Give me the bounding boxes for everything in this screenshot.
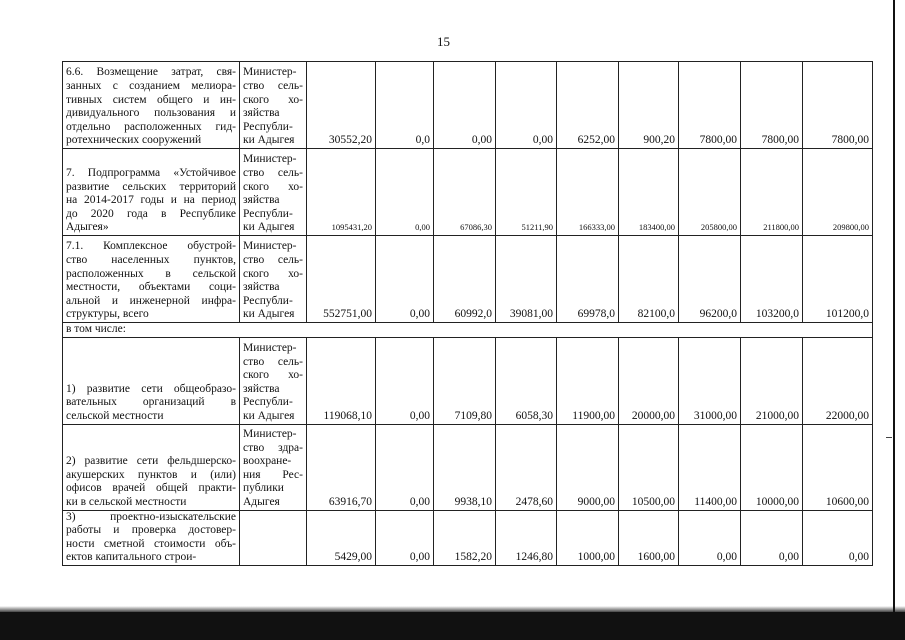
program-name-line: развитие сельских территорий: [66, 180, 236, 193]
amount-cell: 0,00: [434, 62, 496, 149]
agency-line: ство сель-: [243, 80, 303, 93]
program-name-line: 1) развитие сети общеобразо-: [66, 382, 236, 395]
amount-cell: 0,00: [803, 510, 873, 565]
amount-cell: 0,00: [376, 510, 434, 565]
agency-line: ского хо-: [243, 93, 303, 106]
amount-cell: 166333,00: [557, 149, 619, 236]
amount-cell: 900,20: [619, 62, 679, 149]
amount-cell: 7800,00: [803, 62, 873, 149]
amount-cell: 183400,00: [619, 149, 679, 236]
program-name-line: работы и проверка достовер-: [66, 524, 236, 537]
program-name-line: вательных организаций в: [66, 396, 236, 409]
agency-line: Министер-: [243, 428, 297, 441]
program-name: [63, 510, 240, 565]
program-name: [63, 62, 240, 149]
agency-line: воохране-: [243, 455, 292, 468]
agency-line: зяйства: [243, 281, 280, 294]
amount-cell: 1246,80: [496, 510, 557, 565]
amount-cell: 101200,0: [803, 236, 873, 323]
program-name-line: на 2014-2017 годы и на период: [66, 194, 236, 207]
amount-cell: 1582,20: [434, 510, 496, 565]
amount-cell: 60992,0: [434, 236, 496, 323]
agency-line: ского хо-: [243, 369, 303, 382]
agency-line: ство сель-: [243, 355, 303, 368]
program-name-line: сельской местности: [66, 410, 164, 422]
program-name-line: тивных систем общего и ин-: [66, 93, 236, 106]
program-name-line: дивидуального пользования и: [66, 107, 236, 120]
program-name-line: местности, объектами соци-: [66, 281, 236, 294]
program-name-line: ности сметной стоимости объ-: [66, 537, 236, 550]
amount-cell: 0,00: [496, 62, 557, 149]
amount-cell: 20000,00: [619, 337, 679, 424]
program-name-line: ство населенных пунктов,: [66, 254, 236, 267]
amount-cell: 10500,00: [619, 424, 679, 510]
agency-line: Министер-: [243, 342, 297, 355]
program-name-line: 3) проектно-изыскательские: [66, 510, 236, 523]
table-row: [63, 62, 873, 149]
amount-cell: 205800,00: [679, 149, 741, 236]
program-name-line: акушерских пунктов и (или): [66, 468, 236, 481]
subheader-label: в том числе:: [63, 323, 240, 338]
amount-cell: 82100,0: [619, 236, 679, 323]
amount-cell: 96200,0: [679, 236, 741, 323]
program-name-line: ектов капитального строи-: [66, 551, 197, 564]
program-name: [63, 424, 240, 510]
amount-cell: 2478,60: [496, 424, 557, 510]
agency-line: зяйства: [243, 107, 280, 120]
amount-cell: 63916,70: [307, 424, 376, 510]
agency-line: ки Адыгея: [243, 410, 295, 422]
subheader-row: [63, 323, 873, 338]
agency-line: зяйства: [243, 194, 280, 207]
program-name-line: альной и инженерной инфра-: [66, 294, 236, 307]
program-name-line: офисов врачей общей практи-: [66, 482, 236, 495]
amount-cell: 1000,00: [557, 510, 619, 565]
responsible-agency: [240, 236, 307, 323]
amount-cell: 9938,10: [434, 424, 496, 510]
program-name-line: ротехнических сооружений: [66, 134, 202, 147]
agency-line: зяйства: [243, 382, 280, 395]
table-row: [63, 424, 873, 510]
agency-line: ство сель-: [243, 254, 303, 267]
program-name-line: 2) развитие сети фельдшерско-: [66, 455, 236, 468]
table-row: [63, 510, 873, 565]
agency-line: Республи-: [243, 120, 293, 133]
agency-line: ки Адыгея: [243, 134, 295, 147]
agency-line: ство сель-: [243, 167, 303, 180]
agency-line: публики: [243, 482, 284, 495]
amount-cell: 7800,00: [741, 62, 803, 149]
responsible-agency: [240, 337, 307, 424]
amount-cell: 5429,00: [307, 510, 376, 565]
amount-cell: 119068,10: [307, 337, 376, 424]
amount-cell: 11400,00: [679, 424, 741, 510]
amount-cell: 21000,00: [741, 337, 803, 424]
agency-line: Министер-: [243, 240, 297, 253]
amount-cell: 69978,0: [557, 236, 619, 323]
amount-cell: 0,0: [376, 62, 434, 149]
budget-table: [62, 61, 873, 566]
responsible-agency: [240, 510, 307, 565]
program-name-line: структуры, всего: [66, 308, 149, 321]
table-row: [63, 337, 873, 424]
amount-cell: 0,00: [741, 510, 803, 565]
amount-cell: 7109,80: [434, 337, 496, 424]
agency-line: ского хо-: [243, 180, 303, 193]
subheader-filler: [240, 323, 873, 338]
program-name-line: расположенных в сельской: [66, 267, 236, 280]
agency-line: Адыгея: [243, 496, 280, 508]
program-name-line: 7. Подпрограмма «Устойчивое: [66, 167, 236, 180]
amount-cell: 0,00: [376, 337, 434, 424]
amount-cell: 67086,30: [434, 149, 496, 236]
responsible-agency: [240, 62, 307, 149]
program-name: [63, 337, 240, 424]
program-name-line: Адыгея»: [66, 221, 109, 234]
amount-cell: 552751,00: [307, 236, 376, 323]
amount-cell: 209800,00: [803, 149, 873, 236]
table-row: [63, 149, 873, 236]
amount-cell: 7800,00: [679, 62, 741, 149]
program-name: [63, 236, 240, 323]
agency-line: Республи-: [243, 294, 293, 307]
amount-cell: 1095431,20: [307, 149, 376, 236]
amount-cell: 51211,90: [496, 149, 557, 236]
program-name-line: до 2020 года в Республике: [66, 207, 236, 220]
amount-cell: 0,00: [376, 236, 434, 323]
amount-cell: 30552,20: [307, 62, 376, 149]
responsible-agency: [240, 424, 307, 510]
program-name-line: 6.6. Возмещение затрат, свя-: [66, 66, 236, 79]
agency-line: ского хо-: [243, 267, 303, 280]
amount-cell: 6058,30: [496, 337, 557, 424]
agency-line: ния Рес-: [243, 468, 303, 481]
agency-line: ки Адыгея: [243, 221, 295, 234]
agency-line: Министер-: [243, 153, 297, 166]
amount-cell: 39081,00: [496, 236, 557, 323]
amount-cell: 31000,00: [679, 337, 741, 424]
amount-cell: 22000,00: [803, 337, 873, 424]
page-number: 15: [437, 34, 450, 49]
agency-line: Министер-: [243, 66, 297, 79]
amount-cell: 10600,00: [803, 424, 873, 510]
scan-edge-right: [893, 0, 895, 640]
amount-cell: 1600,00: [619, 510, 679, 565]
agency-line: Республи-: [243, 396, 293, 409]
amount-cell: 10000,00: [741, 424, 803, 510]
amount-cell: 0,00: [376, 149, 434, 236]
program-name-line: 7.1. Комплексное обустрой-: [66, 240, 236, 253]
amount-cell: 11900,00: [557, 337, 619, 424]
amount-cell: 0,00: [376, 424, 434, 510]
scan-edge-bottom: [0, 612, 905, 640]
responsible-agency: [240, 149, 307, 236]
agency-line: ки Адыгея: [243, 308, 295, 321]
table-row: [63, 236, 873, 323]
program-name: [63, 149, 240, 236]
agency-line: Республи-: [243, 207, 293, 220]
amount-cell: 6252,00: [557, 62, 619, 149]
program-name-line: ки в сельской местности: [66, 496, 187, 508]
program-name-line: занных с созданием мелиора-: [66, 80, 236, 93]
amount-cell: 0,00: [679, 510, 741, 565]
scan-mark: [886, 437, 892, 438]
amount-cell: 103200,0: [741, 236, 803, 323]
amount-cell: 211800,00: [741, 149, 803, 236]
amount-cell: 9000,00: [557, 424, 619, 510]
agency-line: ство здра-: [243, 441, 303, 454]
program-name-line: отдельно расположенных гид-: [66, 120, 236, 133]
